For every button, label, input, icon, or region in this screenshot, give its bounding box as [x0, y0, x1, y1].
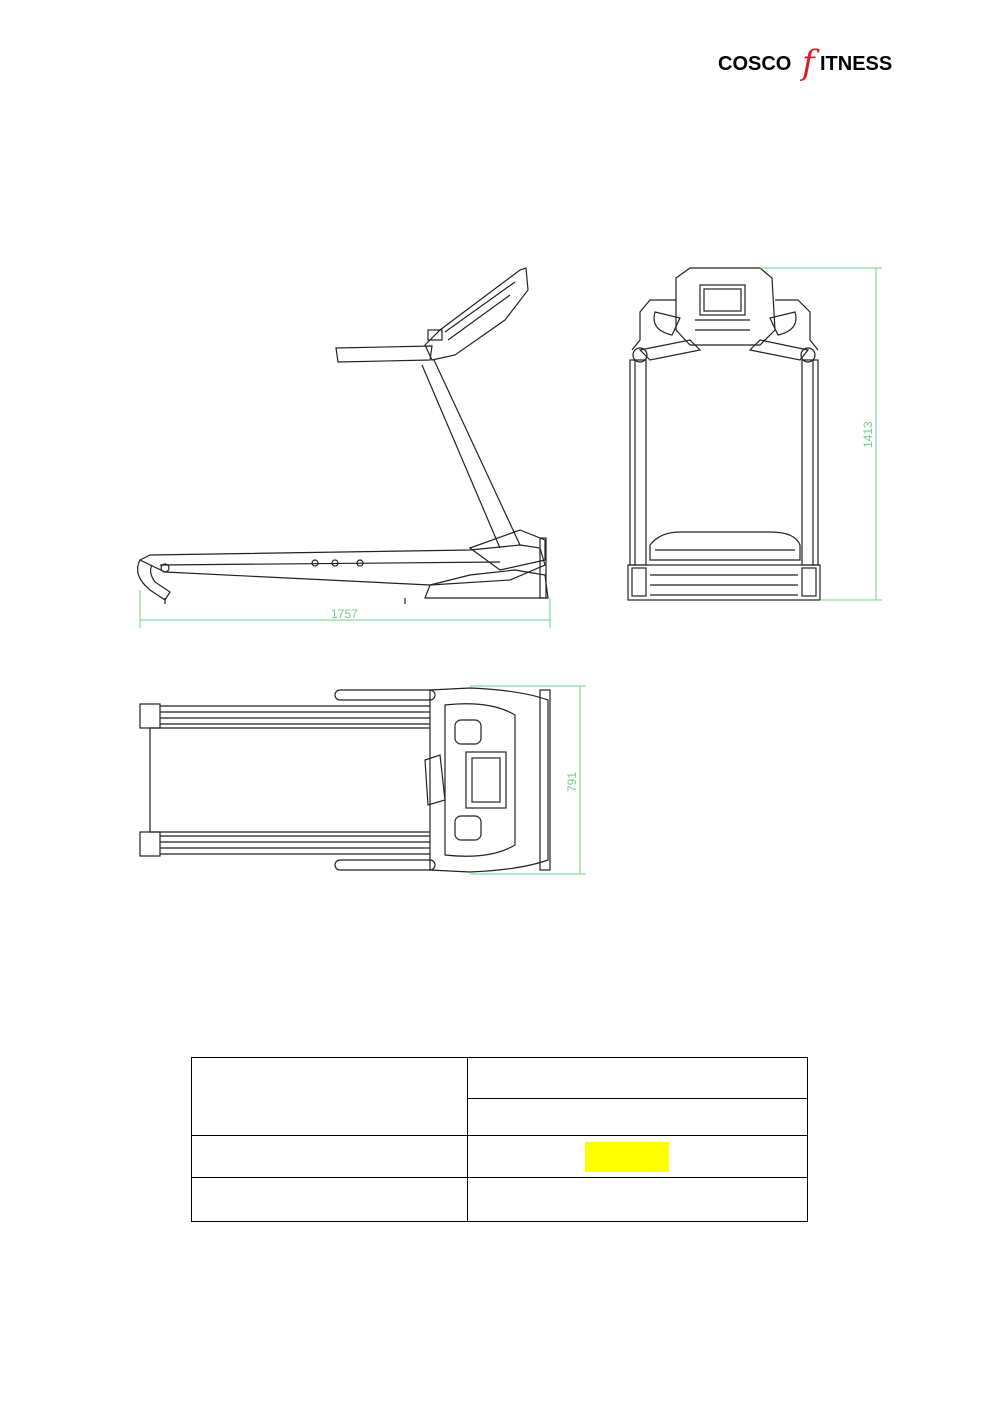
- table-cell: [192, 1178, 468, 1222]
- table-cell: [468, 1178, 808, 1222]
- yellow-highlight-block: [585, 1142, 669, 1172]
- top-width-label: 791: [565, 771, 579, 792]
- spec-table: [191, 1057, 808, 1222]
- front-height-label: 1413: [861, 421, 875, 448]
- table-row: [192, 1058, 808, 1099]
- side-view-drawing: [138, 268, 548, 604]
- side-length-label: 1757: [331, 607, 358, 621]
- logo-text-right: ITNESS: [820, 53, 893, 75]
- table-cell: [192, 1136, 468, 1178]
- top-view-drawing: [140, 688, 550, 872]
- table-row: [192, 1178, 808, 1222]
- logo-f-letter: f: [802, 44, 815, 83]
- front-view-drawing: [628, 268, 820, 600]
- table-row: [192, 1136, 808, 1178]
- table-cell: [192, 1058, 468, 1136]
- table-cell: [468, 1058, 808, 1099]
- table-cell: [468, 1099, 808, 1136]
- logo-text-left: COSCO: [718, 53, 792, 75]
- table-cell-highlighted: [468, 1136, 808, 1178]
